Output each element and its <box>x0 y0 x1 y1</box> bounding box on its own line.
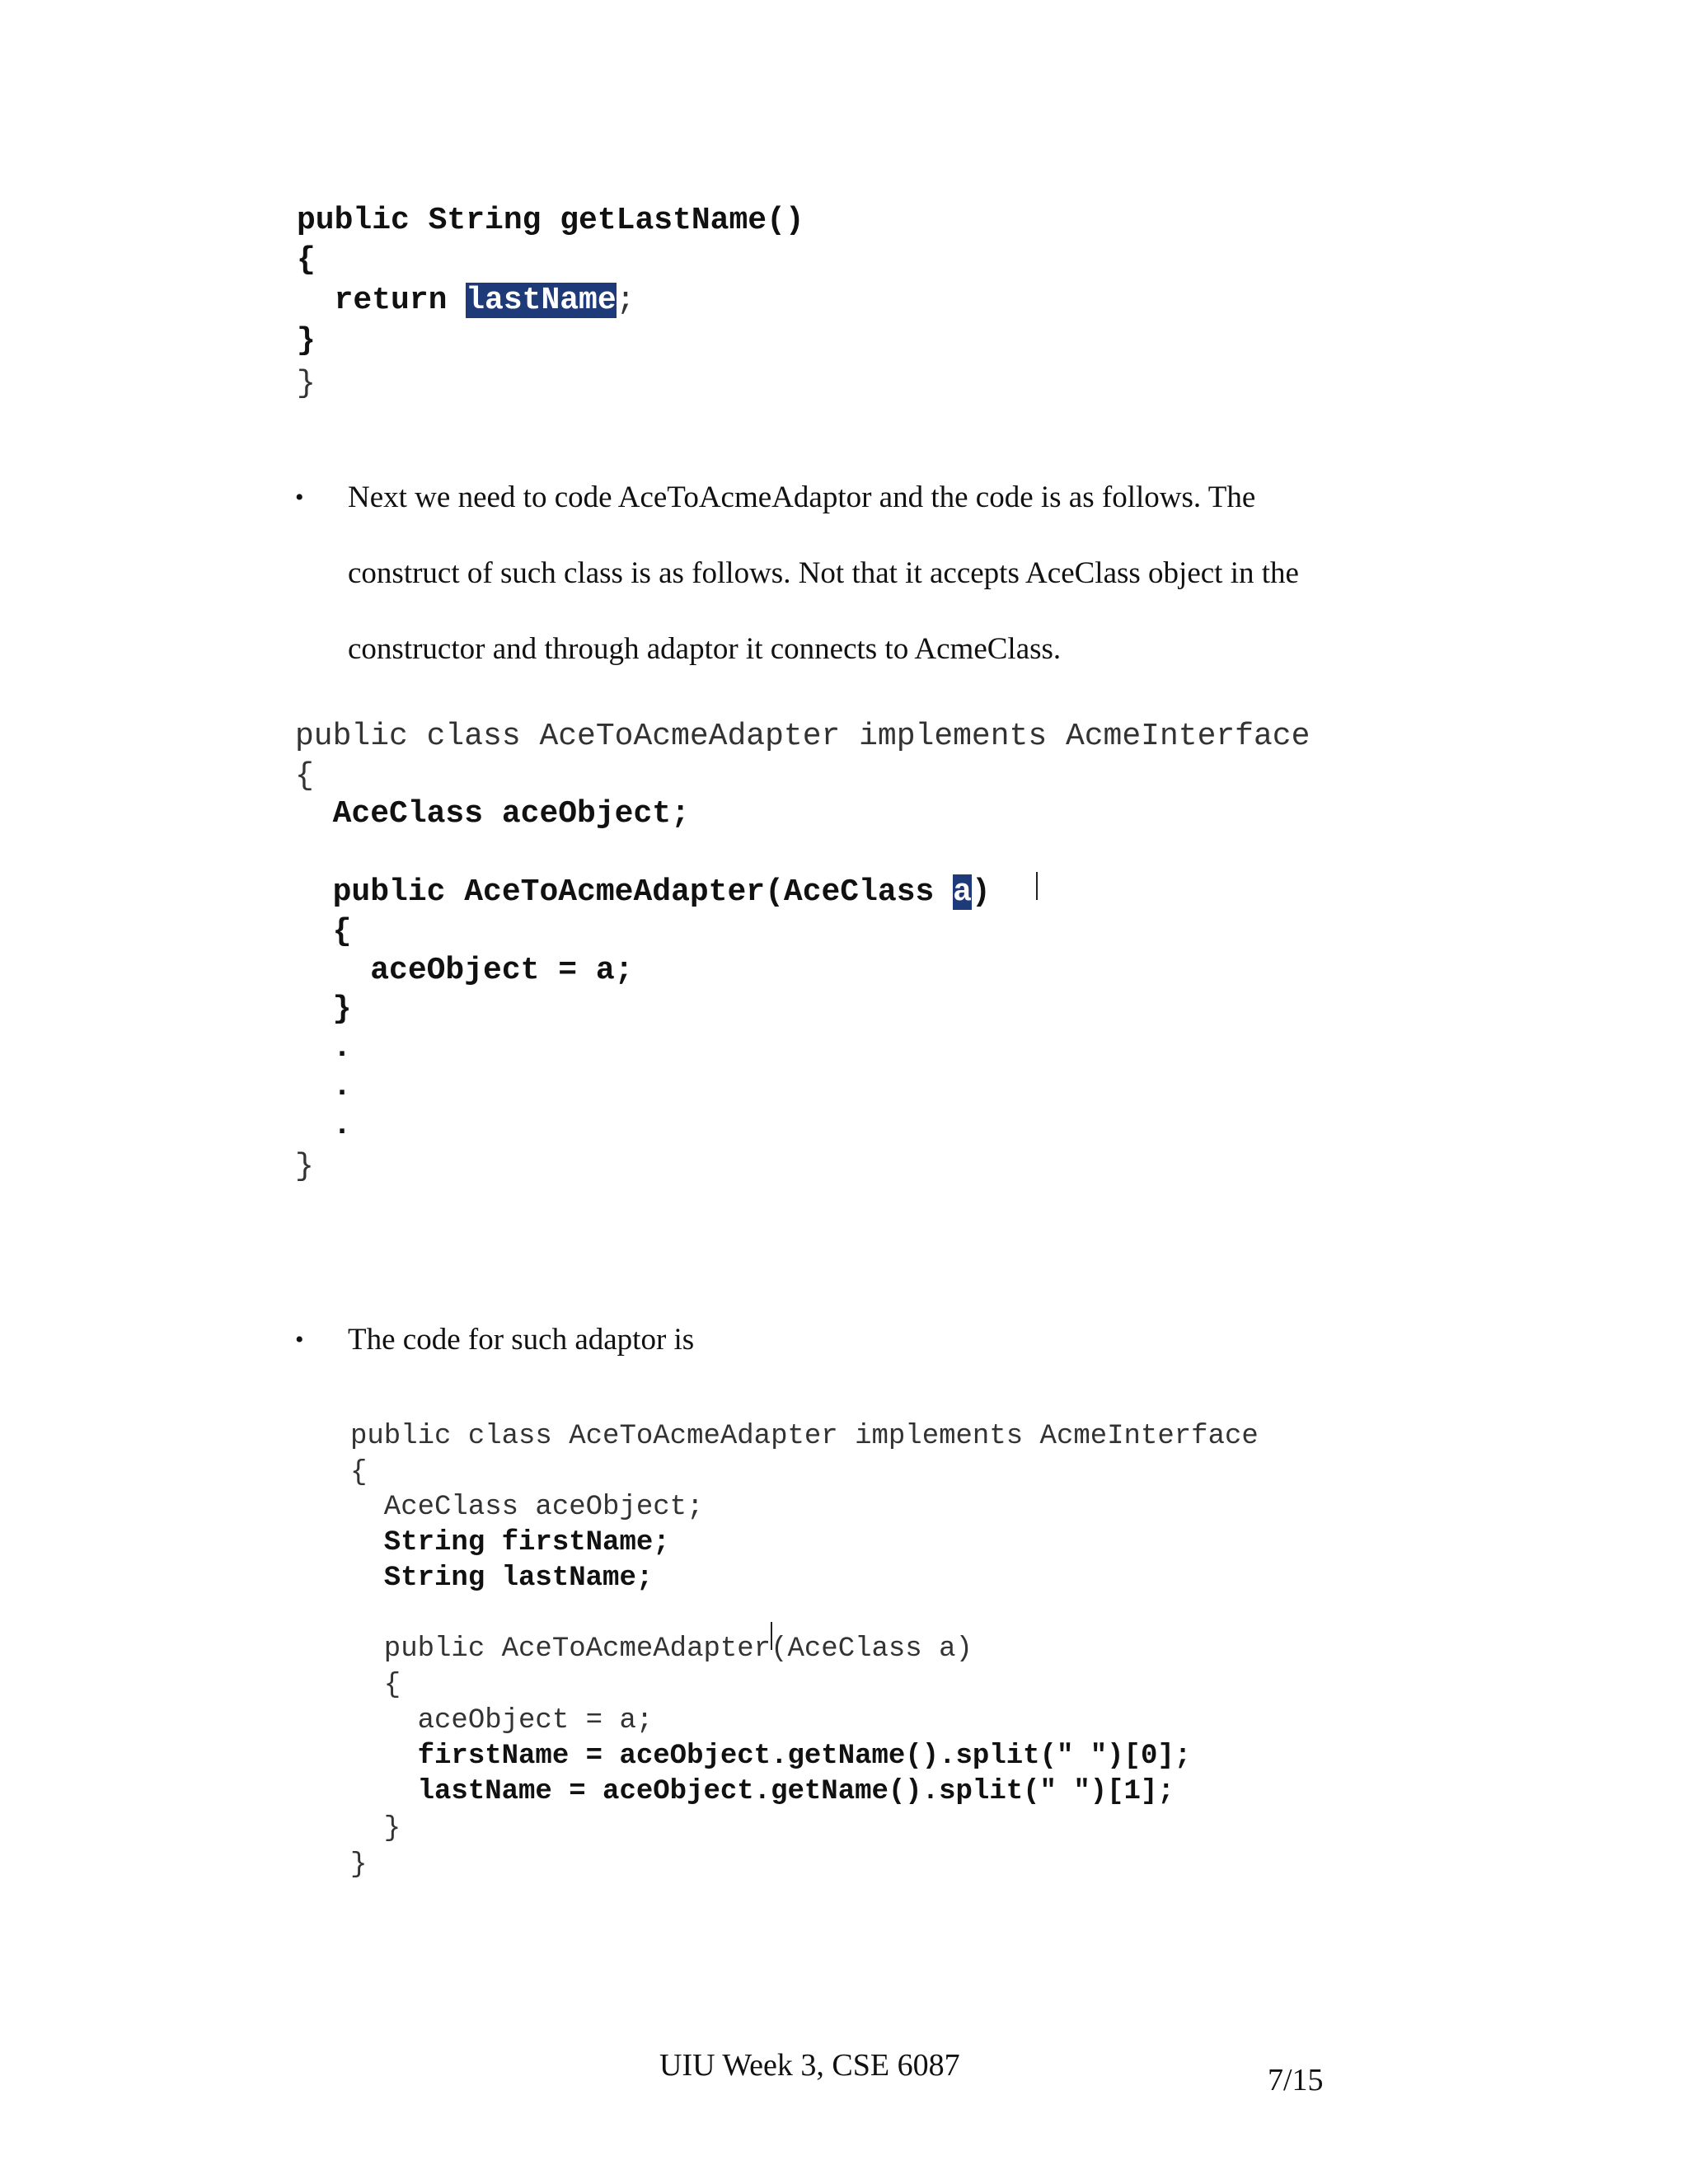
code-semicolon: ; <box>616 283 635 318</box>
code-line: AceClass aceObject; <box>295 796 690 832</box>
code-block-adapter-full <box>350 1421 1259 1881</box>
code-line-text: return <box>297 283 467 318</box>
bullet-line: The code for such adaptor is <box>348 1323 695 1357</box>
text-cursor-icon <box>1036 872 1041 900</box>
code-line: public class AceToAcmeAdapter implements AcmeInterface <box>350 1421 1259 1452</box>
page-number: 7/15 <box>1268 2063 1324 2097</box>
bullet-line: Next we need to code AceToAcmeAdaptor and the code is as follows. The <box>348 480 1256 514</box>
code-line <box>297 283 635 318</box>
code-line: AceClass aceObject; <box>350 1492 704 1523</box>
code-line: } <box>350 1849 368 1881</box>
bullet-icon: • <box>295 484 304 511</box>
code-line: public String getLastName() <box>297 203 804 238</box>
bullet-text <box>348 460 1502 687</box>
code-line <box>295 874 991 910</box>
code-line: String lastName; <box>350 1563 654 1594</box>
code-block-adapter-constructor <box>295 719 1311 1184</box>
text-selection-highlight: lastName <box>466 283 617 318</box>
bullet-text <box>348 1302 1502 1378</box>
code-line: { <box>350 1670 401 1701</box>
code-line: { <box>297 242 316 278</box>
code-line-text: public AceToAcmeAdapter(AceClass <box>295 874 954 910</box>
code-line: { <box>295 914 352 949</box>
code-line: aceObject = a; <box>295 953 634 988</box>
code-line: { <box>350 1457 368 1488</box>
footer-title: UIU Week 3, CSE 6087 <box>659 2048 960 2083</box>
code-line: lastName = aceObject.getName().split(" ")[1]; <box>350 1776 1175 1807</box>
code-paren: ) <box>971 874 991 910</box>
code-line: } <box>295 991 352 1027</box>
bullet-line: construct of such class is as follows. Not that it accepts AceClass object in the <box>348 556 1299 590</box>
bullet-icon: • <box>295 1326 304 1353</box>
code-line: } <box>297 366 316 401</box>
code-line: } <box>350 1813 401 1844</box>
code-line: String firstName; <box>350 1527 670 1558</box>
code-line: } <box>297 323 316 359</box>
code-line: firstName = aceObject.getName().split(" ")[0]; <box>350 1741 1192 1772</box>
code-line: { <box>295 758 314 794</box>
text-selection-highlight: a <box>953 874 972 910</box>
code-line: aceObject = a; <box>350 1705 654 1736</box>
code-line: public AceToAcmeAdapter(AceClass a) <box>350 1633 973 1665</box>
text-cursor-icon <box>771 1622 776 1650</box>
code-line: . <box>295 1108 352 1143</box>
code-line: } <box>295 1149 314 1184</box>
code-line: . <box>295 1030 352 1066</box>
code-line: . <box>295 1069 352 1104</box>
bullet-line: constructor and through adaptor it connects to AcmeClass. <box>348 632 1062 666</box>
code-line: public class AceToAcmeAdapter implements AcmeInterface <box>295 719 1311 754</box>
code-block-get-last-name <box>297 203 804 415</box>
